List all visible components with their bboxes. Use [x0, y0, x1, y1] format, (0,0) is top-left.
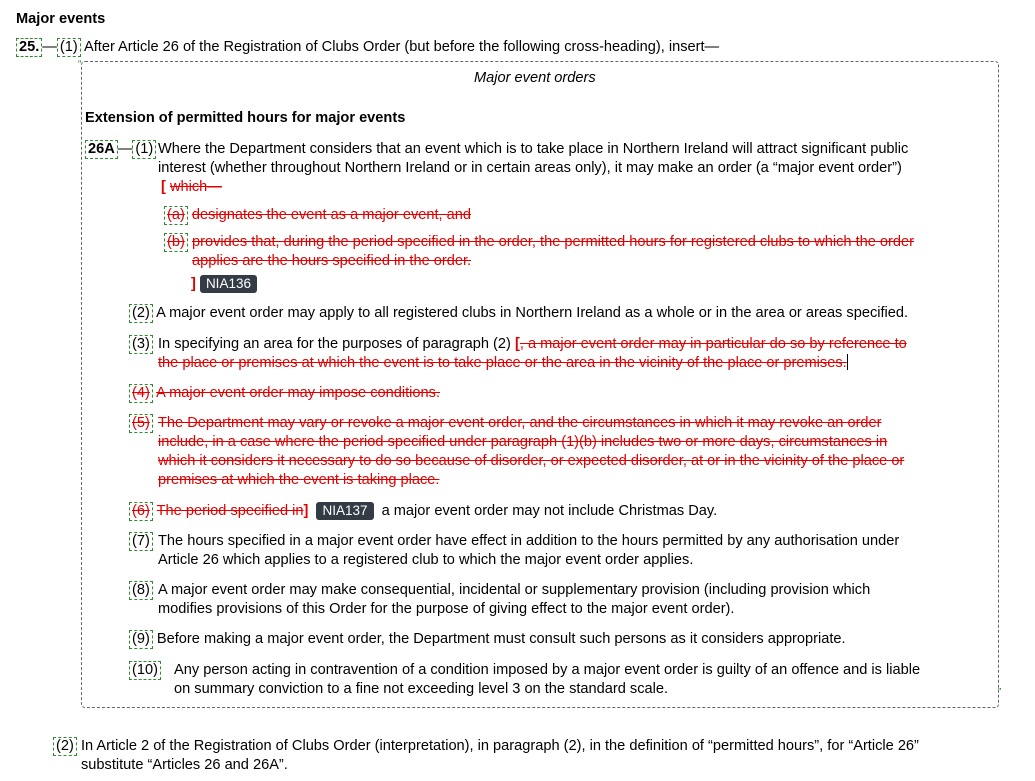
para-6 — [129, 502, 717, 521]
para-2-number[interactable]: (2) — [129, 304, 153, 323]
para-8-number[interactable]: (8) — [129, 581, 153, 600]
article-26a-number-group — [85, 140, 156, 159]
para-6-deleted: The period specified in — [156, 503, 304, 519]
para-1-b-number[interactable]: (b) — [164, 233, 188, 252]
para-10-line-1: Any person acting in contravention of a condition imposed by a major event order is guilty of an offence and is liable — [174, 662, 921, 678]
section-25-para-2-number[interactable]: (2) — [53, 737, 77, 756]
amendment-badge-nia136[interactable]: NIA136 — [200, 275, 257, 293]
para-7-line-1: The hours specified in a major event order have effect in addition to the hours permitted by any authorisation under — [158, 533, 900, 549]
para-8-text — [158, 581, 870, 619]
para-6-number[interactable]: (6) — [129, 502, 153, 521]
amendment-close-bracket: ] — [191, 276, 196, 292]
section-25-dash: — — [42, 39, 57, 55]
para-6-text: a major event order may not include Christmas Day. — [381, 503, 718, 519]
para-5-line-3: which it considers it necessary to do so because of disorder, or expected disorder, at or in the vicinity of the place or — [158, 453, 905, 469]
section-25-para-1 — [16, 38, 719, 57]
para-3-deleted-2: the place or premises at which the event is to take place or the area in the vicinity of the place or premises. — [158, 355, 847, 371]
group-heading: Major event orders — [474, 70, 596, 86]
para-3-number[interactable]: (3) — [129, 335, 153, 354]
amendment-badge-nia137[interactable]: NIA137 — [316, 502, 373, 520]
para-5-line-4: premises at which the event is taking place. — [158, 472, 440, 488]
text-cursor — [847, 354, 848, 370]
para-9 — [129, 630, 846, 649]
para-1-amendment-end — [191, 275, 257, 293]
para-8-line-1: A major event order may make consequential, incidental or supplementary provision (including provision which — [158, 582, 871, 598]
para-7-line-2: Article 26 which applies to a registered club to which the major event order applies. — [158, 552, 694, 568]
para-1-a-text: designates the event as a major event, and — [191, 207, 471, 223]
para-1-text — [158, 140, 908, 178]
para-4 — [129, 384, 440, 403]
section-25-para-2-text — [81, 737, 919, 775]
insert-open-mark-icon: “ — [78, 59, 82, 70]
para-6-close-bracket: ] — [303, 503, 309, 519]
para-3-number-wrap — [129, 335, 153, 354]
para-7-number[interactable]: (7) — [129, 532, 153, 551]
para-5-line-2: include, in a case where the period specified under paragraph (1)(b) includes two or more days, circumstances in — [158, 434, 888, 450]
para-1-b-text — [192, 233, 914, 271]
amendment-open-bracket: [ — [161, 179, 166, 195]
para-5-text — [158, 414, 904, 490]
para-1-b-line-1: provides that, during the period specified in the order, the permitted hours for registered clubs to which the order — [192, 234, 914, 250]
para-8-line-2: modifies provisions of this Order for the purpose of giving effect to the major event order). — [158, 601, 735, 617]
page-title: Major events — [16, 11, 106, 27]
para-8-number-wrap — [129, 581, 153, 600]
para-3-deleted-1: , a major event order may in particular do so by reference to — [519, 336, 907, 352]
para-9-number[interactable]: (9) — [129, 630, 153, 649]
para-1-a — [164, 206, 471, 225]
para-1-line-1: Where the Department considers that an event which is to take place in Northern Ireland will attract significant public — [158, 141, 909, 157]
section-25-para-2-line-1: In Article 2 of the Registration of Clubs Order (interpretation), in paragraph (2), in the definition of “permitted hours”, for “Article 26” — [81, 738, 919, 754]
deleted-which: which— — [169, 179, 222, 195]
section-25-para-2-number-wrap — [53, 737, 77, 756]
section-heading: Extension of permitted hours for major events — [85, 110, 406, 126]
para-3-open-bracket: [ — [514, 336, 520, 352]
para-3-text-kept: In specifying an area for the purposes of paragraph (2) — [158, 336, 511, 352]
para-2 — [129, 304, 908, 323]
para-4-text: A major event order may impose conditions. — [156, 385, 440, 401]
para-5-line-1: The Department may vary or revoke a major event order, and the circumstances in which it may revoke an order — [158, 415, 882, 431]
para-10-number[interactable]: (10) — [129, 661, 161, 680]
para-10-line-2: on summary conviction to a fine not exceeding level 3 on the standard scale. — [174, 681, 669, 697]
article-26a-dash: — — [117, 141, 133, 157]
section-25-para-1-text: After Article 26 of the Registration of Clubs Order (but before the following cross-heading), insert— — [83, 39, 720, 55]
para-2-text: A major event order may apply to all registered clubs in Northern Ireland as a whole or in the area or areas specified. — [156, 305, 909, 321]
section-25-sub-number[interactable]: (1) — [57, 38, 81, 57]
section-25-para-2-line-2: substitute “Articles 26 and 26A”. — [81, 757, 288, 773]
para-5-number[interactable]: (5) — [129, 414, 153, 433]
para-1-line-2: interest (whether throughout Northern Ireland or in certain areas only), it may make an order (a “major event order”) — [158, 160, 902, 176]
para-10-text — [174, 661, 920, 699]
para-1-number[interactable]: (1) — [132, 140, 156, 159]
para-7-number-wrap — [129, 532, 153, 551]
para-1-b-number-wrap — [164, 233, 188, 252]
para-9-text: Before making a major event order, the Department must consult such persons as it considers appropriate. — [156, 631, 846, 647]
para-1-b-line-2: applies are the hours specified in the order. — [192, 253, 472, 269]
para-5-number-wrap — [129, 414, 153, 433]
para-1-a-number[interactable]: (a) — [164, 206, 188, 225]
section-25-number[interactable]: 25. — [16, 38, 42, 57]
insert-close-mark-icon: ” — [998, 687, 1002, 698]
para-1-which-line — [161, 178, 222, 197]
para-4-number[interactable]: (4) — [129, 384, 153, 403]
article-26a-number[interactable]: 26A — [85, 140, 118, 159]
para-10-number-wrap — [129, 661, 161, 680]
para-3-text — [158, 335, 907, 373]
para-7-text — [158, 532, 899, 570]
